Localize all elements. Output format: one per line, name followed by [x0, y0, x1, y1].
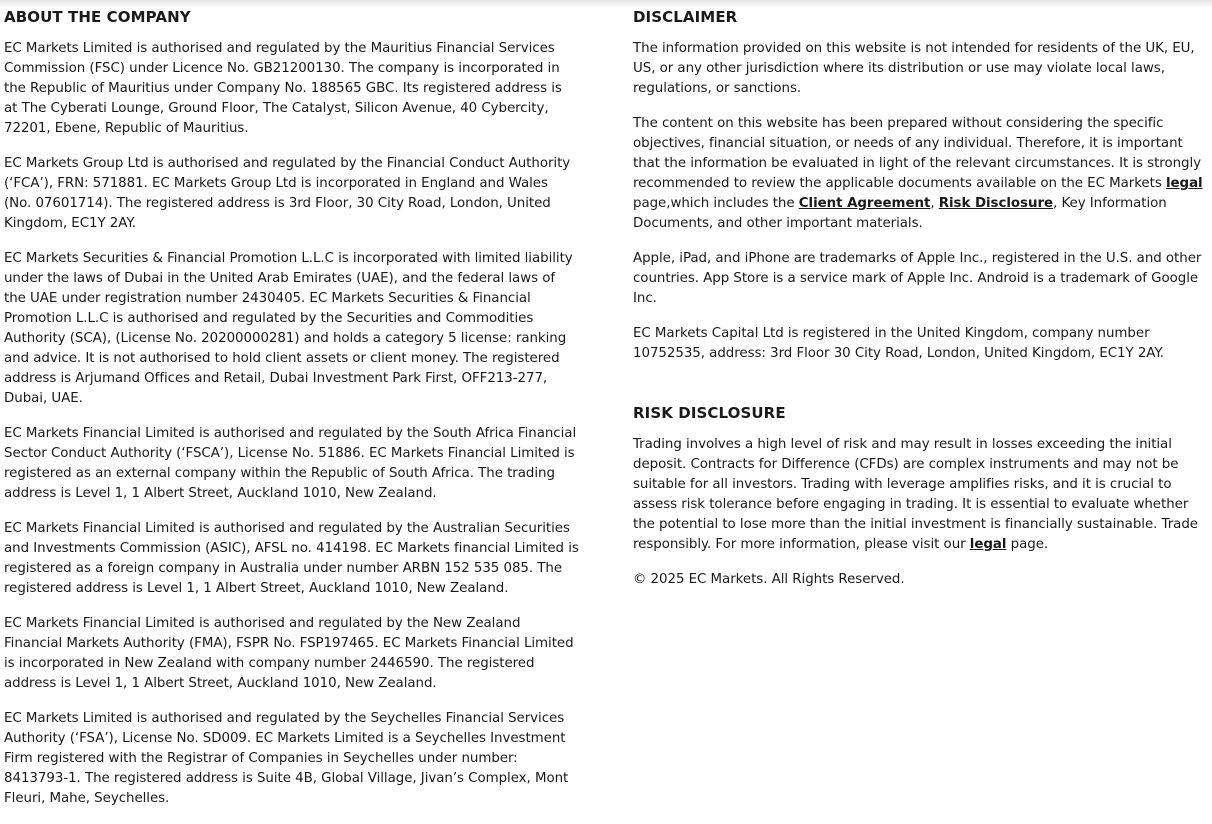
disclaimer-text-intro: The content on this website has been prepared without considering the specific objectives, financial situation, or needs of any individual. Therefore, it is important that the information be evaluated in light of the relevant circumstances. It is strongly recommended to review the applicable documents available on the EC Markets	[633, 116, 1202, 191]
copyright-text: © 2025 EC Markets. All Rights Reserved.	[633, 572, 905, 587]
about-company-heading: ABOUT THE COMPANY	[4, 8, 191, 26]
right-column	[633, 8, 1209, 605]
risk-disclosure-heading: RISK DISCLOSURE	[633, 404, 786, 422]
client-agreement-link[interactable]: Client Agreement	[798, 196, 931, 211]
disclaimer-text-end: , Key Information Documents, and other important materials.	[633, 196, 1167, 231]
risk-text-end: page.	[1006, 537, 1049, 552]
risk-disclosure-link[interactable]: Risk Disclosure	[938, 196, 1054, 211]
disclaimer-paragraph-trademarks: Apple, iPad, and iPhone are trademarks of Apple Inc., registered in the U.S. and other countries. App Store is a service mark of Apple Inc. Android is a trademark of Google Inc.	[633, 251, 1202, 306]
disclaimer-text-includes: page,which includes the	[633, 196, 799, 211]
header-shadow	[0, 0, 1212, 8]
about-paragraph-mauritius: EC Markets Limited is authorised and regulated by the Mauritius Financial Services Commission (FSC) under Licence No. GB21200130. The company is incorporated in the Republic of Mauritius under Company No. 188565 GBC. Its registered address is at The Cyberati Lounge, Ground Floor, The Catalyst, Silicon Avenue, 40 Cybercity, 72201, Ebene, Republic of Mauritius.	[4, 41, 562, 136]
disclaimer-paragraph-capital-ltd: EC Markets Capital Ltd is registered in the United Kingdom, company number 10752535, address: 3rd Floor 30 City Road, London, United Kingdom, EC1Y 2AY.	[633, 326, 1164, 361]
legal-link[interactable]: legal	[1165, 176, 1203, 191]
risk-text: Trading involves a high level of risk and may result in losses exceeding the initial deposit. Contracts for Difference (CFDs) are complex instruments and may not be suitable for all investors. Trading with leverage amplifies risks, and it is crucial to assess risk tolerance before engaging in trading. It is essential to evaluate whether the potential to lose more than the initial investment is financially sustainable. Trade responsibly. For more information, please visit our	[633, 437, 1198, 552]
about-paragraph-uae: EC Markets Securities & Financial Promotion L.L.C is incorporated with limited liability under the laws of Dubai in the United Arab Emirates (UAE), and the federal laws of the UAE under registration number 2430405. EC Markets Securities & Financial Promotion L.L.C is authorised and regulated by the Securities and Commodities Authority (SCA), (License No. 20200000281) and holds a category 5 license: ranking and advice. It is not authorised to hold client assets or client money. The registered address is Arjumand Offices and Retail, Dubai Investment Park First, OFF213-277, Dubai, UAE.	[4, 251, 573, 406]
about-paragraph-south-africa: EC Markets Financial Limited is authorised and regulated by the South Africa Financial Sector Conduct Authority (‘FSCA’), License No. 51886. EC Markets Financial Limited is registered as an external company within the Republic of South Africa. The trading address is Level 1, 1 Albert Street, Auckland 1010, New Zealand.	[4, 426, 577, 501]
about-company-section	[4, 8, 579, 824]
disclaimer-text-comma: ,	[930, 196, 939, 211]
risk-disclosure-paragraph	[633, 435, 1209, 555]
about-paragraph-new-zealand: EC Markets Financial Limited is authorised and regulated by the New Zealand Financial Markets Authority (FMA), FSPR No. FSP197465. EC Markets Financial Limited is incorporated in New Zealand with company number 2446590. The registered address is Level 1, 1 Albert Street, Auckland 1010, New Zealand.	[4, 616, 574, 691]
disclaimer-paragraph-jurisdiction: The information provided on this website is not intended for residents of the UK, EU, US, or any other jurisdiction where its distribution or use may violate local laws, regulations, or sanctions.	[633, 41, 1195, 96]
disclaimer-paragraph-content	[633, 114, 1209, 234]
about-paragraph-australia: EC Markets Financial Limited is authorised and regulated by the Australian Securities and Investments Commission (ASIC), AFSL no. 414198. EC Markets financial Limited is registered as a foreign company in Australia under number ARBN 152 535 085. The registered address is Level 1, 1 Albert Street, Auckland 1010, New Zealand.	[4, 521, 579, 596]
disclaimer-heading: DISCLAIMER	[633, 8, 738, 26]
risk-legal-link[interactable]: legal	[969, 537, 1007, 552]
about-paragraph-seychelles: EC Markets Limited is authorised and regulated by the Seychelles Financial Services Authority (‘FSA’), License No. SD009. EC Markets Limited is a Seychelles Investment Firm registered with the Registrar of Companies in Seychelles under number: 8413793-1. The registered address is Suite 4B, Global Village, Jivan’s Complex, Mont Fleuri, Mahe, Seychelles.	[4, 711, 569, 806]
about-paragraph-uk: EC Markets Group Ltd is authorised and regulated by the Financial Conduct Authority (‘FCA’), FRN: 571881. EC Markets Group Ltd is incorporated in England and Wales (No. 07601714). The registered address is 3rd Floor, 30 City Road, London, United Kingdom, EC1Y 2AY.	[4, 156, 571, 231]
